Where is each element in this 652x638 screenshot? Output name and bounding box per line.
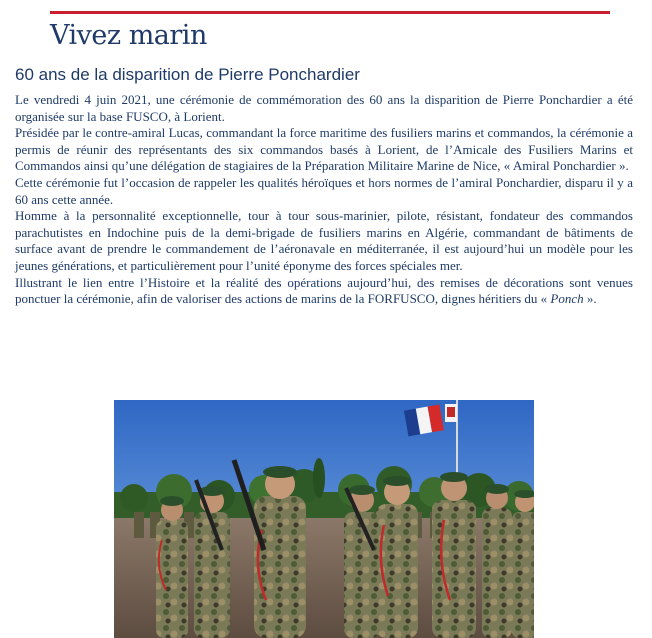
article-paragraph-text: Illustrant le lien entre l’Histoire et la réalité des opérations aujourd’hui, des remises de décorations sont venues ponctuer la cérémonie, afin de valoriser des actions de marins de la FORFUSCO, dignes héritiers du «: [15, 274, 633, 307]
ceremony-photo: [114, 400, 534, 638]
article-paragraph: Cette cérémonie fut l’occasion de rappeler les qualités héroïques et hors normes de l’amiral Ponchardier, disparu il y a 60 ans cette année.: [15, 174, 633, 207]
article-body: [15, 92, 633, 308]
section-top-rule: [50, 11, 610, 14]
article-paragraph: Le vendredi 4 juin 2021, une cérémonie de commémoration des 60 ans la disparition de Pierre Ponchardier a été organisée sur la base FUSCO, à Lorient.: [15, 92, 633, 124]
navy-pennant: [445, 404, 457, 422]
section-title: Vivez marin: [50, 20, 207, 51]
article-paragraph-end: ».: [583, 291, 597, 307]
article-paragraph-last: [15, 275, 633, 308]
article-emphasis: Ponch: [550, 291, 584, 307]
article-title: 60 ans de la disparition de Pierre Ponchardier: [15, 65, 360, 84]
article-paragraph: Présidée par le contre-amiral Lucas, commandant la force maritime des fusiliers marins et commandos, la cérémonie a permis de réunir des représentants des six commandos basés à Lorient, de l’Amicale des Fusiliers Marins et Commandos ainsi qu’une délégation de stagiaires de la Préparation Militaire Marine de Nice, « Amiral Ponchardier ».: [15, 125, 633, 174]
article-paragraph: Homme à la personnalité exceptionnelle, tour à tour sous-marinier, pilote, résistant, fondateur des commandos parachutistes en Indochine puis de la demi-brigade de fusiliers marins en Algérie, commandant de bâtiments de surface avant de prendre le commandement de l’aéronavale en méditerranée, il est aujourd’hui un modèle pour les jeunes générations, et particulièrement pour l’unité éponyme des forces spéciales mer.: [15, 208, 633, 273]
